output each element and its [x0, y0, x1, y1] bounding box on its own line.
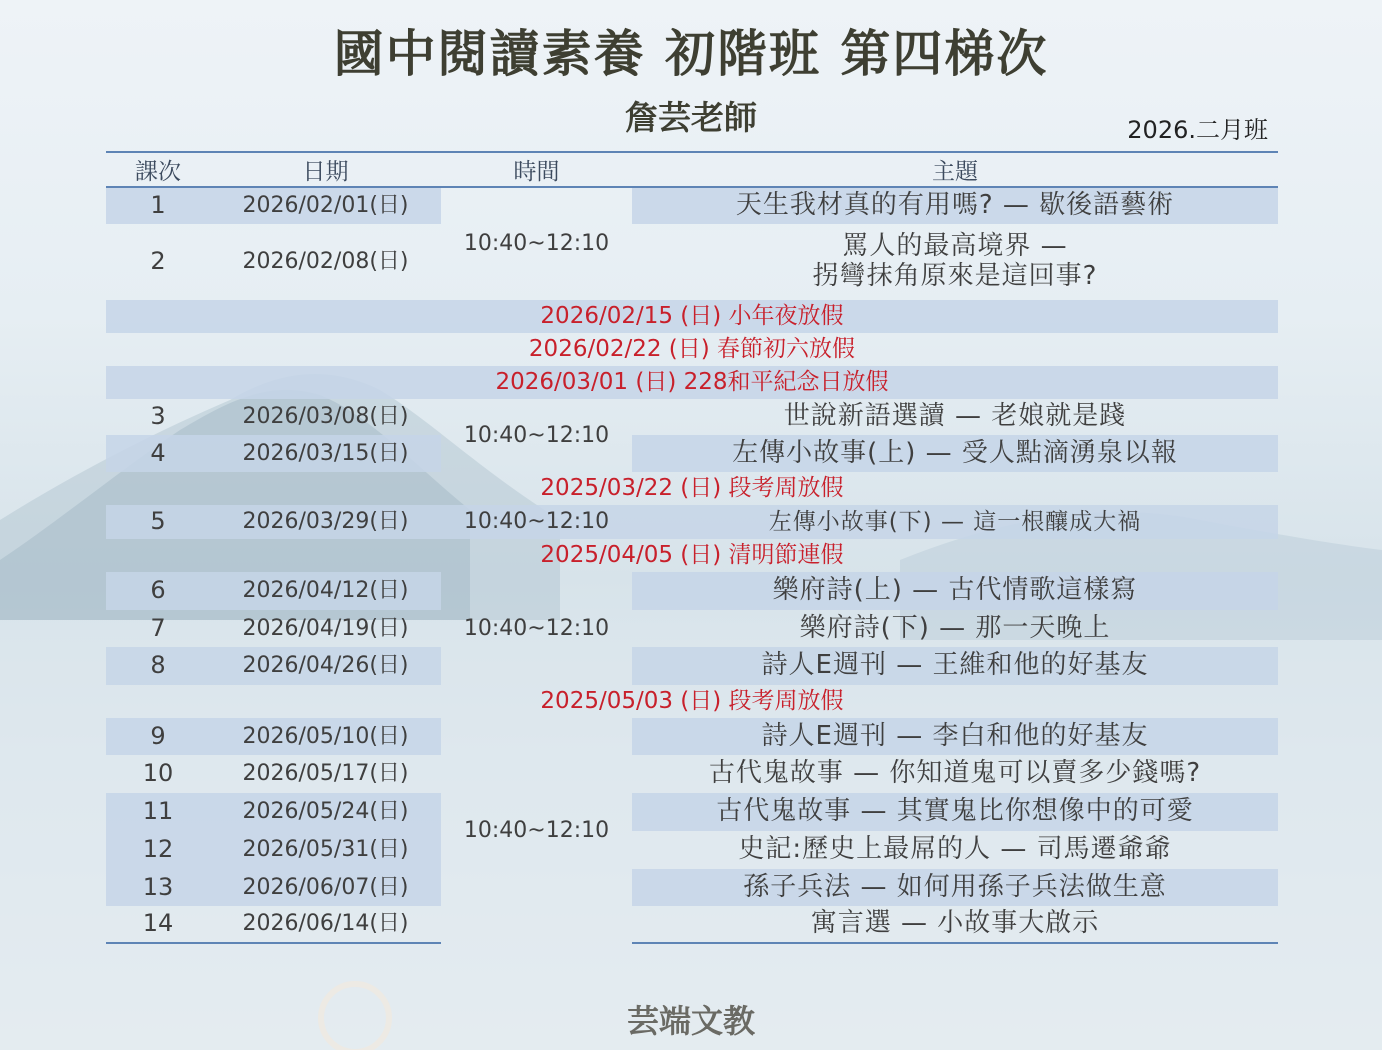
table-row	[106, 718, 1278, 755]
lesson-topic	[632, 224, 1278, 300]
lesson-date: 2026/04/26(日)	[210, 647, 441, 685]
table-row	[106, 906, 1278, 943]
holiday-notice: 2026/02/22 (日) 春節初六放假	[528, 336, 856, 363]
lesson-time: 10:40~12:10	[463, 615, 610, 641]
holiday-notice: 2026/03/01 (日) 228和平紀念日放假	[106, 366, 1278, 399]
lesson-time: 10:40~12:10	[463, 231, 610, 257]
lesson-date: 2026/03/15(日)	[210, 435, 441, 472]
lesson-topic: 寓言選 — 小故事大啟示	[632, 906, 1278, 943]
lesson-topic-line: 拐彎抹角原來是這回事?	[812, 261, 1098, 291]
holiday-row	[106, 300, 1278, 333]
lesson-time: 10:40~12:10	[463, 817, 610, 843]
lesson-topic: 左傳小故事(上) — 受人點滴湧泉以報	[632, 435, 1278, 472]
lesson-date: 2026/04/12(日)	[210, 572, 441, 610]
header-time: 時間	[441, 152, 632, 187]
lesson-topic: 史記:歷史上最屌的人 — 司馬遷爺爺	[738, 834, 1172, 865]
header-topic: 主題	[632, 152, 1278, 187]
table-row	[106, 869, 1278, 906]
table-row	[106, 505, 1278, 539]
table-row	[106, 224, 1278, 300]
lesson-date: 2026/05/24(日)	[210, 793, 441, 831]
holiday-notice: 2025/04/05 (日) 清明節連假	[540, 542, 844, 569]
table-row	[106, 187, 1278, 224]
lesson-date: 2026/06/14(日)	[210, 906, 441, 943]
term-label: 2026.二月班	[1127, 116, 1268, 144]
lesson-date: 2026/06/07(日)	[210, 869, 441, 906]
holiday-row	[106, 366, 1278, 399]
lesson-topic: 樂府詩(上) — 古代情歌這樣寫	[632, 572, 1278, 610]
lesson-number: 14	[106, 906, 210, 943]
table-row	[106, 831, 1278, 869]
lesson-topic: 樂府詩(下) — 那一天晚上	[799, 612, 1111, 643]
lesson-topic: 古代鬼故事 — 其實鬼比你想像中的可愛	[632, 793, 1278, 831]
lesson-number: 10	[142, 759, 174, 788]
lesson-date: 2026/05/31(日)	[210, 831, 441, 869]
header-lesson: 課次	[106, 152, 210, 187]
lesson-topic: 詩人E週刊 — 王維和他的好基友	[632, 647, 1278, 685]
page-title: 國中閱讀素養 初階班 第四梯次	[333, 24, 1049, 83]
lesson-time: 10:40~12:10	[463, 422, 610, 448]
lesson-topic: 孫子兵法 — 如何用孫子兵法做生意	[632, 869, 1278, 906]
lesson-date: 2026/04/19(日)	[242, 615, 409, 641]
table-row	[106, 755, 1278, 793]
lesson-topic: 古代鬼故事 — 你知道鬼可以賣多少錢嗎?	[708, 758, 1202, 789]
lesson-date: 2026/02/08(日)	[242, 249, 409, 275]
lesson-date: 2026/05/10(日)	[210, 718, 441, 755]
lesson-topic: 詩人E週刊 — 李白和他的好基友	[632, 718, 1278, 755]
table-row	[106, 399, 1278, 435]
holiday-row	[106, 472, 1278, 505]
holiday-notice: 2026/02/15 (日) 小年夜放假	[106, 300, 1278, 333]
lesson-date: 2026/03/29(日)	[210, 505, 441, 539]
lesson-topic: 天生我材真的有用嗎? — 歇後語藝術	[632, 187, 1278, 224]
table-row	[106, 793, 1278, 831]
lesson-number: 8	[106, 647, 210, 685]
lesson-number: 7	[150, 613, 166, 642]
lesson-topic: 世說新語選讀 — 老娘就是踐	[783, 401, 1127, 432]
lesson-number: 3	[150, 402, 166, 431]
lesson-topic-line: 罵人的最高境界 —	[842, 231, 1068, 262]
holiday-row	[106, 539, 1278, 572]
holiday-notice: 2025/03/22 (日) 段考周放假	[540, 475, 844, 502]
lesson-number: 6	[106, 572, 210, 610]
lesson-date: 2026/03/08(日)	[242, 404, 409, 430]
holiday-row	[106, 685, 1278, 718]
brand-footer: 芸端文教	[626, 1002, 755, 1040]
lesson-number: 2	[150, 247, 166, 276]
lesson-topic: 左傳小故事(下) — 這一根釀成大禍	[632, 505, 1278, 539]
holiday-row	[106, 333, 1278, 366]
table-row	[106, 435, 1278, 472]
table-row	[106, 572, 1278, 610]
teacher-name: 詹芸老師	[625, 98, 757, 137]
lesson-number: 11	[106, 793, 210, 831]
lesson-number: 4	[106, 435, 210, 472]
table-row	[106, 610, 1278, 647]
lesson-date: 2026/05/17(日)	[242, 761, 409, 787]
lesson-number: 13	[106, 869, 210, 906]
lesson-number: 9	[106, 718, 210, 755]
lesson-number: 1	[106, 187, 210, 224]
lesson-date: 2026/02/01(日)	[210, 187, 441, 224]
lesson-number: 5	[106, 505, 210, 539]
schedule-table	[106, 151, 1278, 944]
table-row	[106, 647, 1278, 685]
table-header-row	[106, 152, 1278, 187]
lesson-number: 12	[106, 831, 210, 869]
holiday-notice: 2025/05/03 (日) 段考周放假	[540, 688, 844, 715]
header-date: 日期	[210, 152, 441, 187]
lesson-time: 10:40~12:10	[441, 505, 632, 539]
